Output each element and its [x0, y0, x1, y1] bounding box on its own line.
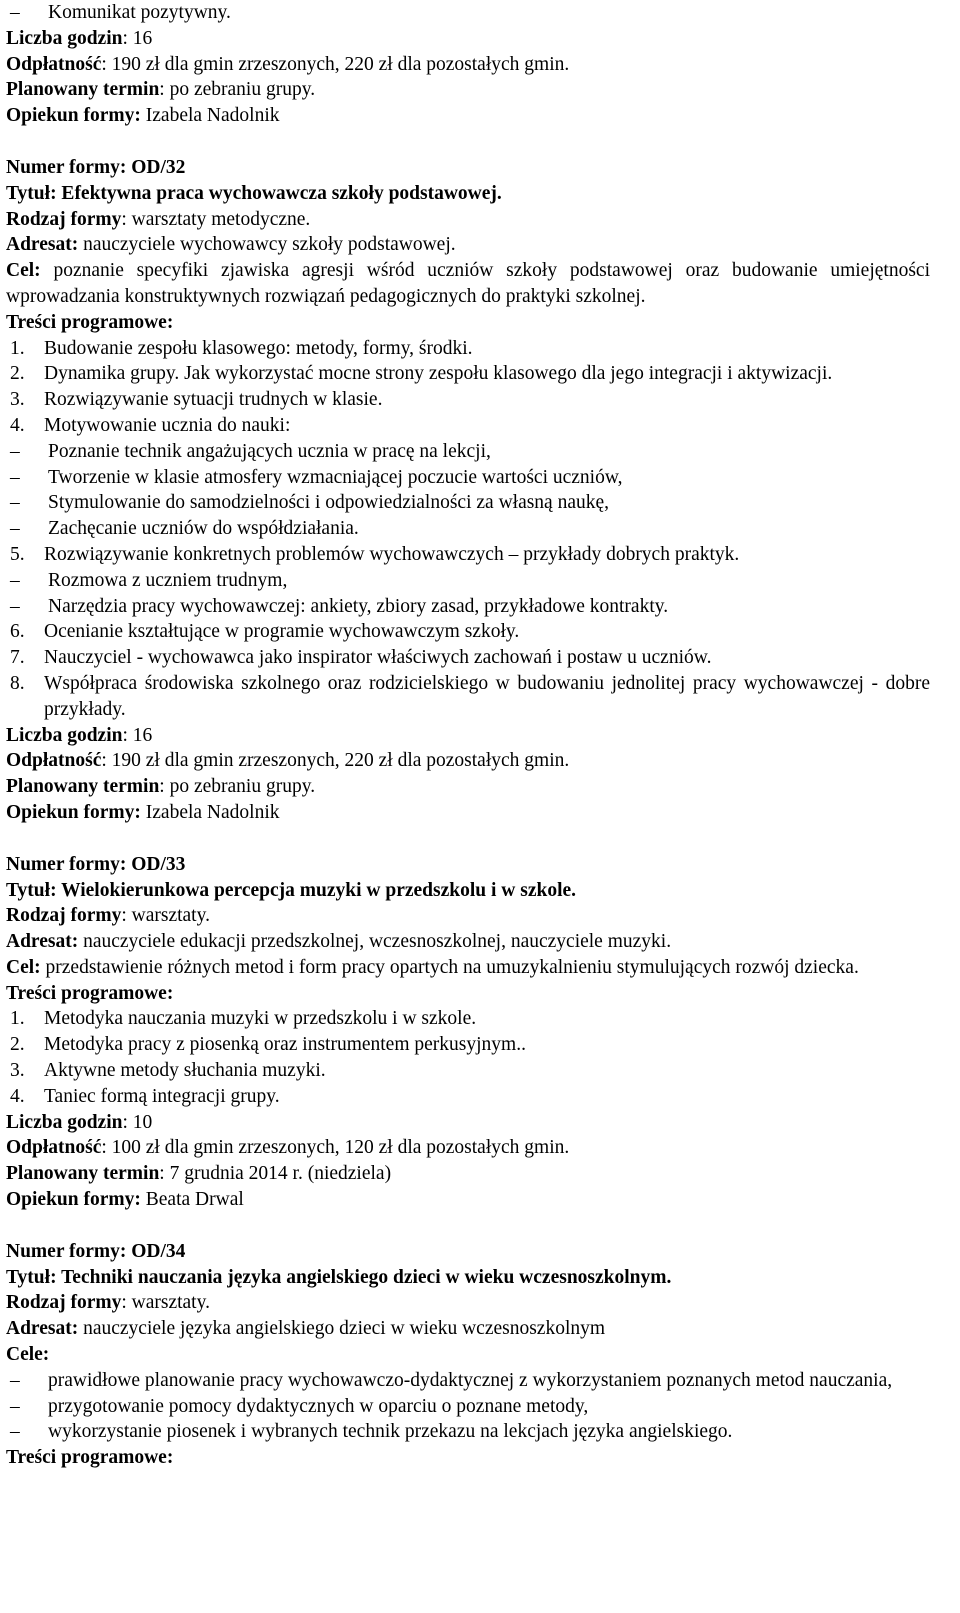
form-goal: Cel: poznanie specyfiki zjawiska agresji wśród uczniów szkoły podstawowej oraz budowanie umiejętności wprowadzania konstruktywnych rozwiązań pedagogicznych do praktyki szkolnej. — [6, 260, 930, 307]
form-audience: Adresat: nauczyciele języka angielskiego dzieci w wieku wczesnoszkolnym — [6, 1318, 606, 1340]
program-item: 1. Metodyka nauczania muzyki w przedszkolu i w szkole. — [10, 1008, 477, 1030]
form-number: Numer formy: OD/32 — [6, 156, 186, 178]
list-item — [6, 0, 930, 26]
form-type: Rodzaj formy: warsztaty. — [6, 1292, 210, 1314]
form-type: Rodzaj formy: warsztaty metodyczne. — [6, 208, 311, 230]
form-number: Numer formy: OD/33 — [6, 853, 186, 875]
info-hours: Liczba godzin: 16 — [6, 27, 153, 49]
form-title: Tytuł: Efektywna praca wychowawcza szkoły podstawowej. — [6, 182, 502, 204]
dash-marker: – — [10, 1395, 20, 1417]
program-item: 4. Taniec formą integracji grupy. — [10, 1085, 280, 1107]
form-audience: Adresat: nauczyciele wychowawcy szkoły podstawowej. — [6, 234, 456, 256]
program-item: 7. Nauczyciel - wychowawca jako inspirator właściwych zachowań i postaw u uczniów. — [10, 647, 712, 669]
program-item: 6. Ocenianie kształtujące w programie wychowawczym szkoły. — [10, 621, 520, 643]
info-term: Planowany termin: po zebraniu grupy. — [6, 776, 316, 798]
info-term: Planowany termin: 7 grudnia 2014 r. (niedziela) — [6, 1163, 392, 1185]
program-heading: Treści programowe: — [6, 1447, 174, 1469]
info-fee: Odpłatność: 100 zł dla gmin zrzeszonych, 120 zł dla pozostałych gmin. — [6, 1137, 570, 1159]
program-subitem: – Zachęcanie uczniów do współdziałania. — [10, 518, 359, 540]
goal-item: – przygotowanie pomocy dydaktycznych w oparciu o poznane metody, — [6, 1394, 930, 1420]
form-title: Tytuł: Wielokierunkowa percepcja muzyki w przedszkolu i w szkole. — [6, 879, 577, 901]
dash-marker: – — [10, 1369, 20, 1391]
program-subitem: – Rozmowa z uczniem trudnym, — [10, 569, 288, 591]
form-title: Tytuł: Techniki nauczania języka angielskiego dzieci w wieku wczesnoszkolnym. — [6, 1266, 672, 1288]
goal-item: – prawidłowe planowanie pracy wychowawczo-dydaktycznej z wykorzystaniem poznanych metod nauczania, — [6, 1368, 930, 1394]
form-goal: Cel: przedstawienie różnych metod i form pracy opartych na umuzykalnieniu stymulujących rozwój dziecka. — [6, 956, 859, 978]
program-item: 2. Dynamika grupy. Jak wykorzystać mocne strony zespołu klasowego dla jego integracji i aktywizacji. — [10, 363, 833, 385]
dash-marker: – — [10, 1421, 20, 1443]
program-item: 4. Motywowanie ucznia do nauki: — [10, 414, 291, 436]
info-fee: Odpłatność: 190 zł dla gmin zrzeszonych, 220 zł dla pozostałych gmin. — [6, 53, 570, 75]
form-number: Numer formy: OD/34 — [6, 1240, 186, 1262]
form-type: Rodzaj formy: warsztaty. — [6, 905, 210, 927]
info-fee: Odpłatność: 190 zł dla gmin zrzeszonych, 220 zł dla pozostałych gmin. — [6, 750, 570, 772]
goal-item: – wykorzystanie piosenek i wybranych technik przekazu na lekcjach języka angielskiego. — [6, 1419, 930, 1445]
program-heading: Treści programowe: — [6, 982, 174, 1004]
program-subitem: – Tworzenie w klasie atmosfery wzmacniającej poczucie wartości uczniów, — [10, 466, 623, 488]
info-hours: Liczba godzin: 16 — [6, 724, 153, 746]
program-item: 5. Rozwiązywanie konkretnych problemów wychowawczych – przykłady dobrych praktyk. — [10, 543, 740, 565]
program-item: 3. Aktywne metody słuchania muzyki. — [10, 1060, 326, 1082]
program-heading: Treści programowe: — [6, 311, 174, 333]
program-subitem: – Narzędzia pracy wychowawczej: ankiety, zbiory zasad, przykładowe kontrakty. — [10, 595, 669, 617]
info-hours: Liczba godzin: 10 — [6, 1111, 153, 1133]
program-item: 8. Współpraca środowiska szkolnego oraz rodzicielskiego w budowaniu jednolitej pracy wychowawczej - dobre przykłady. — [10, 672, 930, 720]
info-guardian: Opiekun formy: Izabela Nadolnik — [6, 801, 280, 823]
goals-heading: Cele: — [6, 1344, 50, 1366]
info-guardian: Opiekun formy: Beata Drwal — [6, 1189, 244, 1211]
dash-marker: – — [10, 2, 20, 23]
program-item: 1. Budowanie zespołu klasowego: metody, formy, środki. — [10, 337, 473, 359]
program-subitem: – Stymulowanie do samodzielności i odpowiedzialności za własną naukę, — [10, 492, 610, 514]
list-item-text: Komunikat pozytywny. — [48, 2, 231, 23]
info-term: Planowany termin: po zebraniu grupy. — [6, 79, 316, 101]
program-subitem: – Poznanie technik angażujących ucznia w pracę na lekcji, — [10, 440, 491, 462]
program-item: 2. Metodyka pracy z piosenką oraz instrumentem perkusyjnym.. — [10, 1034, 526, 1056]
form-audience: Adresat: nauczyciele edukacji przedszkolnej, wczesnoszkolnej, nauczyciele muzyki. — [6, 931, 672, 953]
program-item: 3. Rozwiązywanie sytuacji trudnych w klasie. — [10, 389, 383, 411]
info-guardian: Opiekun formy: Izabela Nadolnik — [6, 105, 280, 127]
